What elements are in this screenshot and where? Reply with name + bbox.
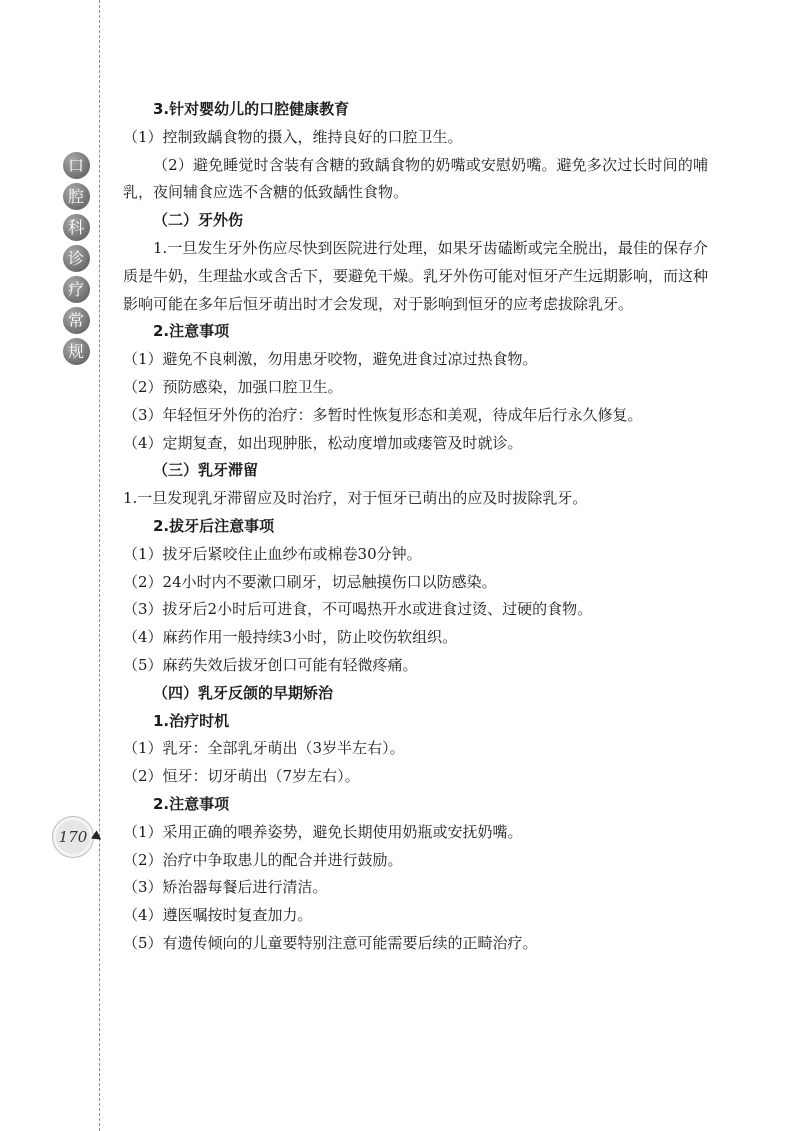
side-tab-char: 规	[63, 338, 90, 365]
list-item: （4）遵医嘱按时复查加力。	[123, 906, 313, 925]
list-item: （1）拔牙后紧咬住止血纱布或棉卷30分钟。	[123, 544, 422, 563]
section-heading: 2.注意事项	[153, 322, 230, 341]
section-heading: （四）乳牙反颌的早期矫治	[153, 683, 334, 702]
section-heading: （三）乳牙滞留	[153, 461, 259, 480]
paragraph: 1.一旦发生牙外伤应尽快到医院进行处理，如果牙齿磕断或完全脱出，最佳的保存介质是牛奶，生理盐水或含舌下，要避免干燥。乳牙外伤可能对恒牙产生远期影响，而这种影响可能在多年后恒牙萌出时才会发现，对于影响到恒牙的应考虑拔除乳牙。	[123, 238, 709, 313]
list-item: （3）拔牙后2小时后可进食，不可喝热开水或进食过烫、过硬的食物。	[123, 600, 593, 619]
section-heading: 3.针对婴幼儿的口腔健康教育	[153, 100, 350, 118]
side-chapter-tabs	[58, 152, 94, 365]
binding-dashed-line	[99, 0, 100, 1131]
list-item: （1）避免不良刺激，勿用患牙咬物，避免进食过凉过热食物。	[123, 350, 538, 369]
list-item: （5）有遗传倾向的儿童要特别注意可能需要后续的正畸治疗。	[123, 933, 538, 952]
list-item: （2）预防感染，加强口腔卫生。	[123, 377, 343, 396]
list-item: （4）定期复查，如出现肿胀，松动度增加或瘘管及时就诊。	[123, 433, 523, 452]
side-tab-char: 口	[63, 152, 90, 179]
page-content	[123, 96, 708, 958]
side-tab-char: 常	[63, 307, 90, 334]
page-number: 170	[58, 828, 88, 846]
list-item: 1.一旦发现乳牙滞留应及时治疗，对于恒牙已萌出的应及时拔除乳牙。	[123, 489, 588, 508]
side-tab-char: 科	[63, 214, 90, 241]
list-item: （1）控制致龋食物的摄入，维持良好的口腔卫生。	[123, 127, 463, 146]
list-item: （2）治疗中争取患儿的配合并进行鼓励。	[123, 850, 403, 869]
paragraph: （2）避免睡觉时含装有含糖的致龋食物的奶嘴或安慰奶嘴。避免多次过长时间的哺乳，夜间辅食应选不含糖的低致龋性食物。	[123, 155, 708, 202]
side-tab-char: 诊	[63, 245, 90, 272]
section-heading: 2.注意事项	[153, 794, 230, 813]
list-item: （1）采用正确的喂养姿势，避免长期使用奶瓶或安抚奶嘴。	[123, 822, 523, 841]
list-item: （4）麻药作用一般持续3小时，防止咬伤软组织。	[123, 628, 458, 647]
page-number-badge	[52, 816, 94, 858]
list-item: （2）恒牙：切牙萌出（7岁左右）。	[123, 767, 360, 786]
list-item: （3）年轻恒牙外伤的治疗：多暂时性恢复形态和美观，待成年后行永久修复。	[123, 405, 643, 424]
section-heading: （二）牙外伤	[153, 211, 244, 230]
list-item: （5）麻药失效后拔牙创口可能有轻微疼痛。	[123, 655, 418, 674]
side-tab-char: 疗	[63, 276, 90, 303]
section-heading: 2.拔牙后注意事项	[153, 516, 275, 535]
list-item: （2）24小时内不要漱口刷牙，切忌触摸伤口以防感染。	[123, 572, 497, 591]
side-tab-char: 腔	[63, 183, 90, 210]
list-item: （3）矫治器每餐后进行清洁。	[123, 878, 328, 897]
list-item: （1）乳牙：全部乳牙萌出（3岁半左右）。	[123, 739, 405, 758]
section-heading: 1.治疗时机	[153, 711, 230, 730]
